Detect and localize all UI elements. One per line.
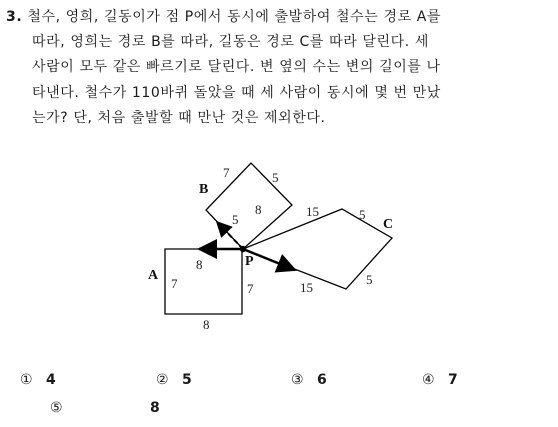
path-c-side-bottom-right: 5 [366,272,373,287]
choice-3[interactable]: ③ 6 [291,372,327,388]
path-b-label: B [199,182,209,197]
point-p [240,246,246,252]
path-c-side-top: 15 [306,204,319,219]
choice-5[interactable]: ⑤ 8 [50,400,160,416]
path-b-side-top-right: 5 [272,170,279,185]
question-line-5: 는가? 단, 처음 출발할 때 만난 것은 제외한다. [32,110,326,126]
path-b-side-inner: 8 [255,202,262,217]
choice-2[interactable]: ② 5 [156,372,192,388]
path-a-label: A [148,268,159,283]
path-c-side-top-right: 5 [359,207,366,222]
choice-1[interactable]: ① 4 [20,372,56,388]
path-a-side-top: 8 [196,257,203,272]
path-a-side-left: 7 [171,276,178,291]
path-c-label: C [383,217,394,232]
path-b-square [206,163,292,249]
question-line-1: 3. 철수, 영희, 길동이가 점 P에서 동시에 출발하여 철수는 경로 A를 [6,9,442,25]
question-line-2: 따라, 영희는 경로 B를 따라, 길동은 경로 C를 따라 달린다. 세 [32,34,429,50]
question-number: 3. [6,9,23,25]
path-a-side-bottom: 8 [203,317,210,332]
question-line-4: 타낸다. 철수가 110바퀴 돌았을 때 세 사람이 동시에 몇 번 만났 [32,85,441,101]
question-line-3: 사람이 모두 같은 빠르기로 달린다. 변 옆의 수는 변의 길이를 나 [32,59,441,75]
path-b-side-arrow: 5 [232,212,239,227]
path-a-side-right: 7 [247,281,254,296]
path-b-side-top-left: 7 [223,165,230,180]
choice-4[interactable]: ④ 7 [422,372,458,388]
path-c-side-bottom: 15 [300,280,313,295]
point-p-label: P [245,254,254,269]
